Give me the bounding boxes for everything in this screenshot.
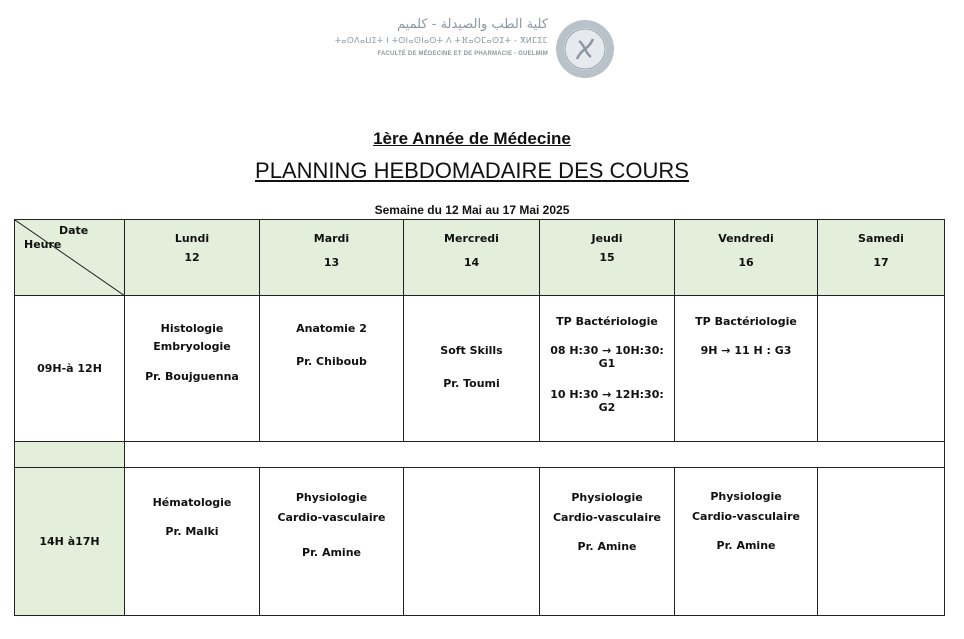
lunch-break-row (15, 442, 945, 468)
course-line: Pr. Toumi (443, 377, 500, 390)
course-line: TP Bactériologie (556, 315, 658, 328)
corner-cell (15, 220, 125, 296)
day-header-vendredi (675, 220, 818, 296)
year-title: 1ère Année de Médecine (373, 129, 571, 148)
planning-title: PLANNING HEBDOMADAIRE DES COURS (255, 158, 689, 183)
course-line: Cardio-vasculaire (277, 511, 386, 524)
course-cell (125, 296, 260, 442)
course-line: Pr. Amine (716, 539, 776, 552)
course-cell (540, 296, 675, 442)
faculty-name-tifinagh: ⵜⴰⵙⴷⴰⵡⵉⵜ ⵏ ⵜⵙⵏⴰⵙⵏⴰⵙⵜ ⴷ ⵜⴼⴰⵔⵎⴰⵙⵉⵜ - ⴳⵍⵎⵉⵎ (334, 36, 548, 45)
day-number: 17 (873, 256, 889, 269)
course-line: Anatomie 2 (296, 322, 367, 335)
slot-row-morning (15, 296, 945, 442)
course-line: 08 H:30 → 10H:30: G1 (550, 344, 664, 370)
course-cell (125, 468, 260, 616)
course-cell (675, 468, 818, 616)
break-cell (15, 442, 125, 468)
faculty-name-block (333, 16, 548, 60)
day-header-mardi (260, 220, 404, 296)
course-cell (404, 296, 540, 442)
day-header-row (15, 220, 945, 296)
course-line: Physiologie (710, 490, 782, 503)
corner-date-label: Date (59, 224, 89, 237)
course-cell-empty (404, 468, 540, 616)
day-number: 12 (184, 251, 200, 264)
course-cell (675, 296, 818, 442)
schedule-table (14, 219, 945, 616)
course-cell-empty (818, 296, 945, 442)
course-line: Soft Skills (440, 344, 503, 357)
faculty-seal-icon (555, 19, 615, 79)
day-name: Mercredi (444, 232, 499, 245)
day-name: Mardi (313, 232, 350, 245)
course-cell-empty (818, 468, 945, 616)
course-line: 9H → 11 H : G3 (700, 344, 792, 357)
course-line: Physiologie (571, 491, 643, 504)
course-cell (260, 468, 404, 616)
course-line: 10 H:30 → 12H:30: G2 (550, 388, 664, 414)
course-line: Cardio-vasculaire (691, 510, 801, 523)
course-line: Physiologie (295, 491, 368, 504)
course-line: Pr. Amine (577, 540, 637, 553)
day-name: Vendredi (718, 232, 774, 245)
day-header-mercredi (404, 220, 540, 296)
day-header-jeudi (540, 220, 675, 296)
day-number: 13 (323, 256, 340, 269)
faculty-logo (333, 16, 623, 80)
day-name: Samedi (858, 232, 904, 245)
slot-row-afternoon (15, 468, 945, 616)
course-line: Pr. Boujguenna (145, 370, 239, 383)
day-number: 14 (463, 256, 480, 269)
week-range: Semaine du 12 Mai au 17 Mai 2025 (374, 203, 570, 217)
time-slot-label: 14H à17H (15, 468, 125, 616)
course-line: Histologie (160, 322, 224, 335)
course-line: Pr. Amine (302, 546, 361, 559)
faculty-name-arabic: كلية الطب والصيدلة - كلميم (397, 17, 548, 32)
course-line: Pr. Chiboub (296, 355, 367, 368)
course-line: Pr. Malki (165, 525, 219, 538)
faculty-name-french: FACULTÉ DE MÉDECINE ET DE PHARMACIE - GUELMIM (377, 51, 548, 57)
corner-heure-label: Heure (24, 238, 62, 251)
day-number: 16 (738, 256, 754, 269)
day-name: Jeudi (591, 232, 623, 245)
course-cell (540, 468, 675, 616)
time-slot-label: 09H-à 12H (15, 296, 125, 442)
course-line: Embryologie (153, 340, 231, 353)
day-header-samedi (818, 220, 945, 296)
course-line: Cardio-vasculaire (552, 511, 662, 524)
day-header-lundi (125, 220, 260, 296)
course-line: TP Bactériologie (695, 315, 797, 328)
course-line: Hématologie (152, 496, 232, 509)
course-cell (260, 296, 404, 442)
day-name: Lundi (174, 232, 210, 245)
day-number: 15 (599, 251, 615, 264)
break-span (125, 442, 945, 468)
